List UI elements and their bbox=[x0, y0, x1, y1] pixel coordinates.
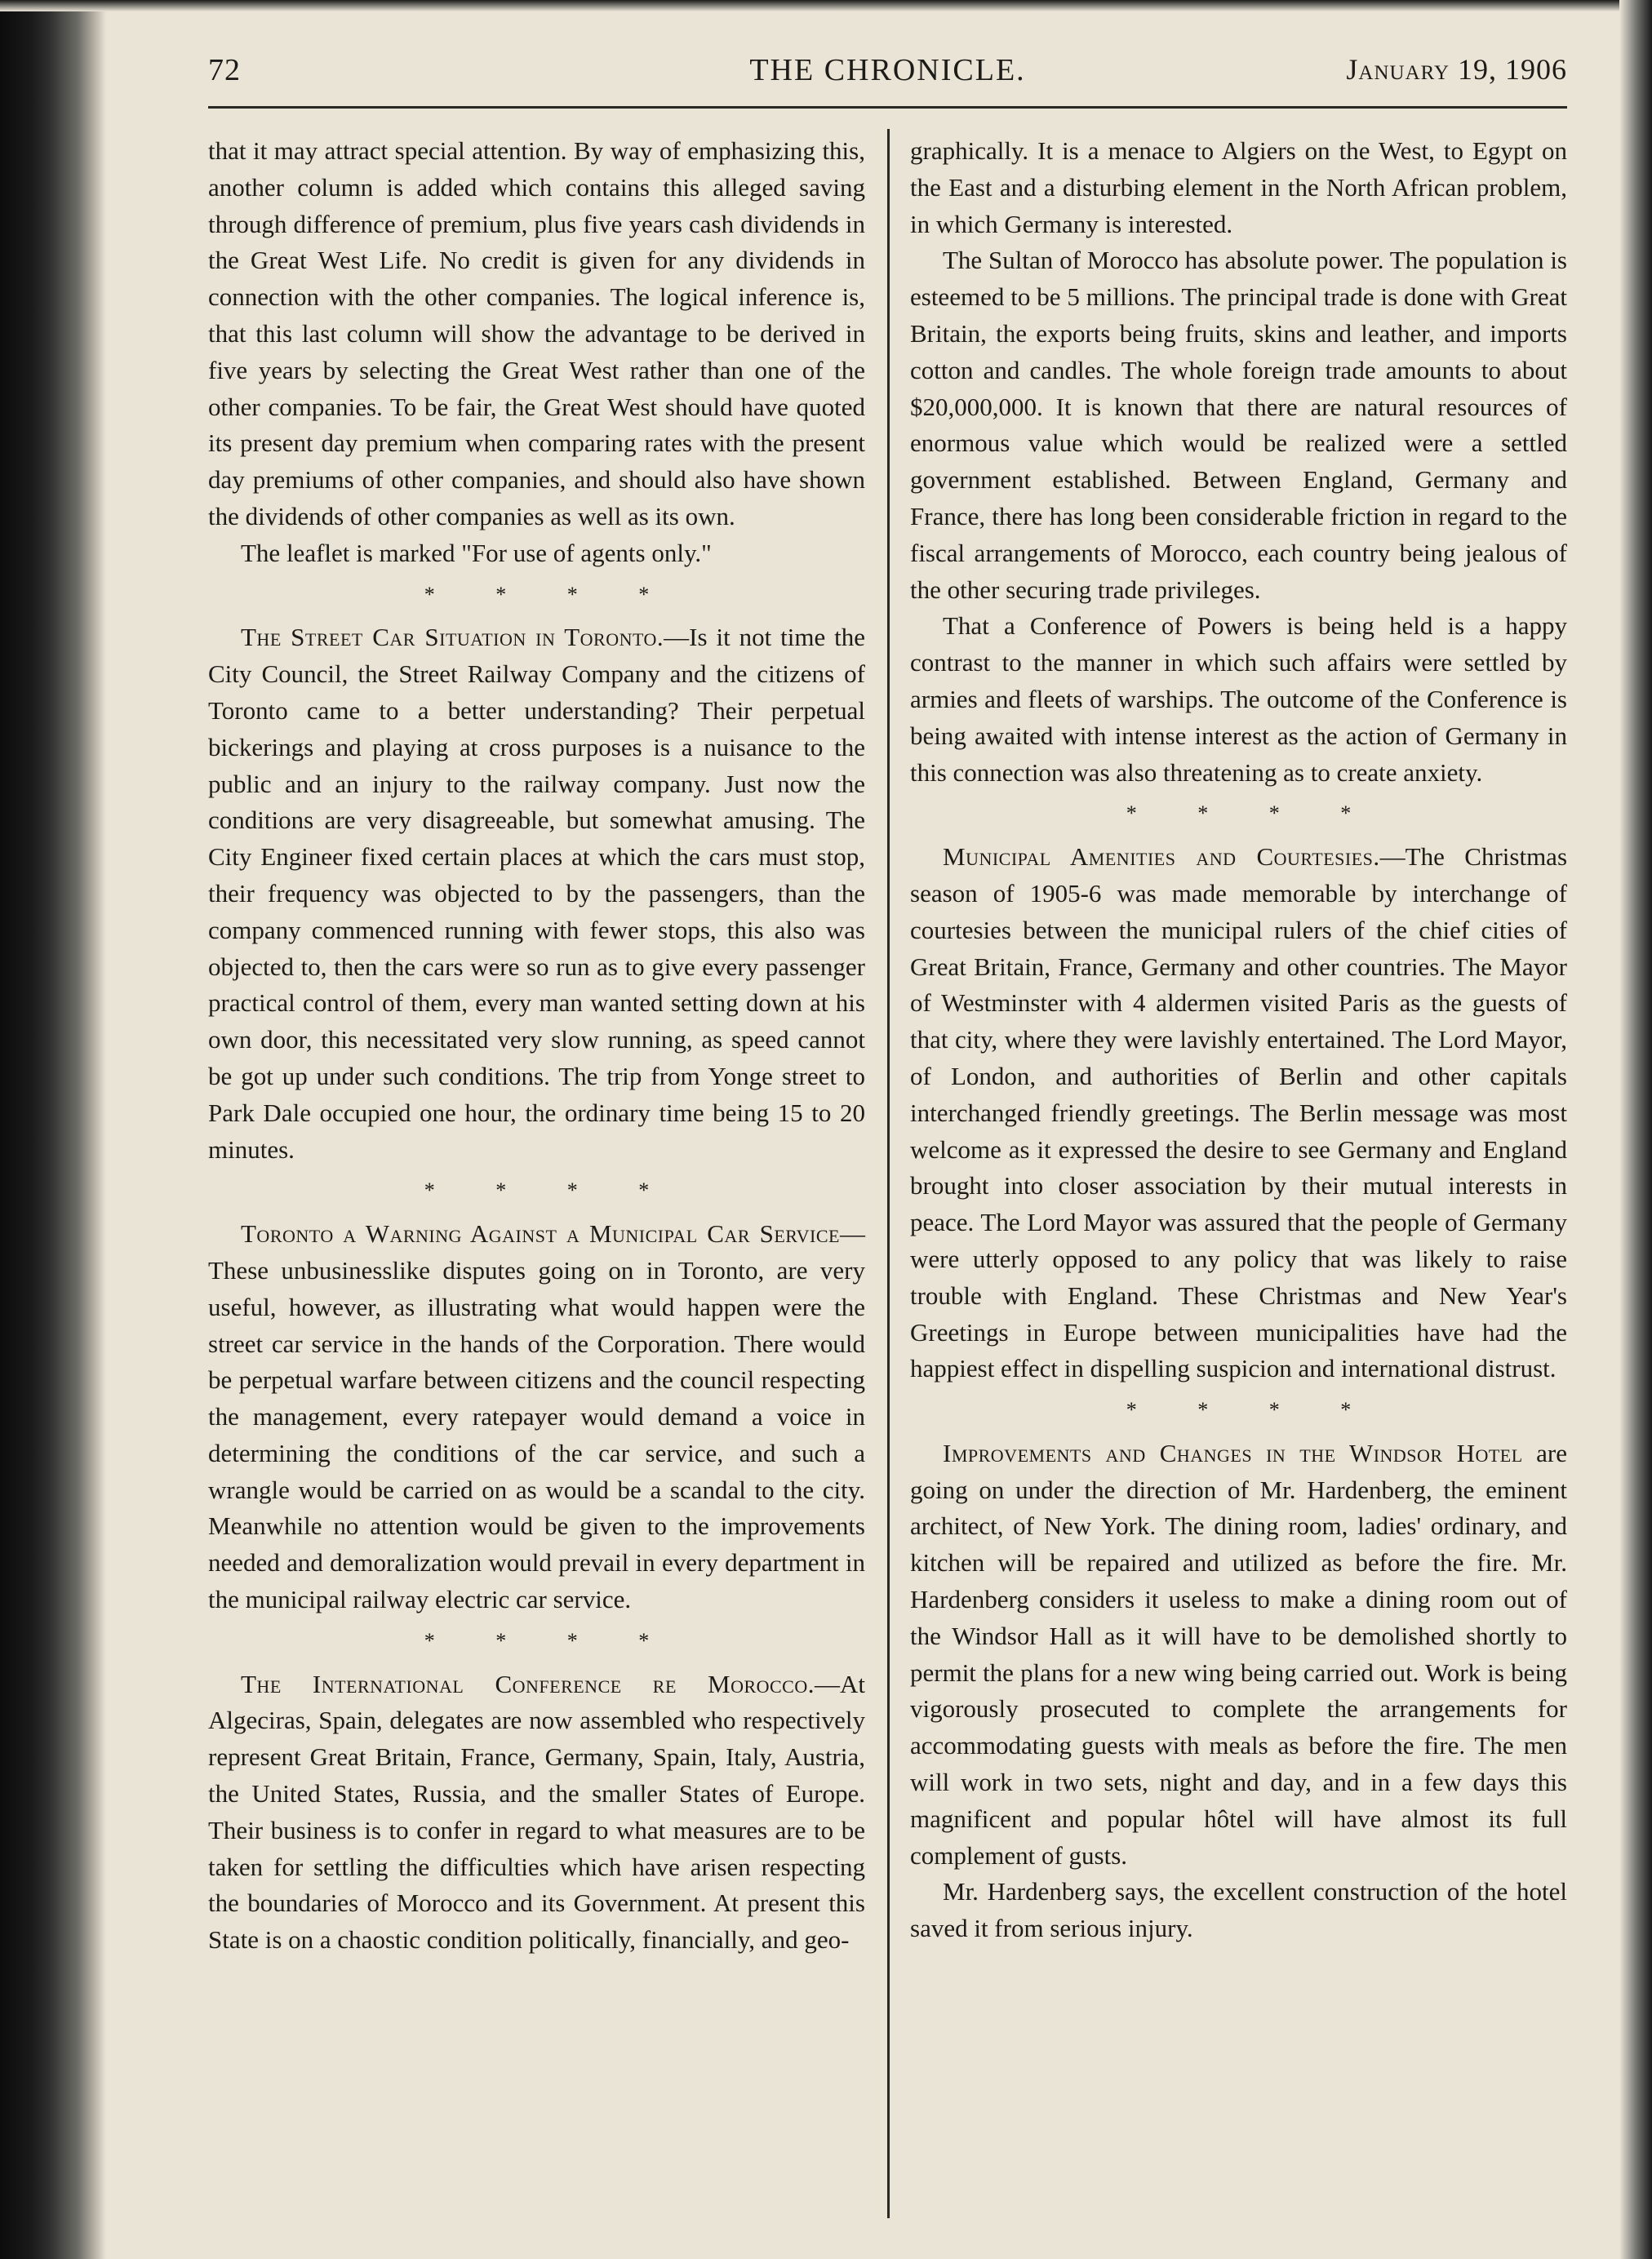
section-separator: * * * * bbox=[424, 1178, 677, 1203]
top-edge-shadow bbox=[0, 0, 1652, 11]
header-rule bbox=[208, 106, 1567, 109]
article-street-car bbox=[208, 619, 865, 1168]
article-heading: The Street Car Situation in Toronto. bbox=[241, 623, 664, 652]
paragraph: That a Conference of Powers is being held is a happy contrast to the manner in which such affairs were settled by armies and fleets of warships. The outcome of the Conference is being awaited with intense interest as the action of Germany in this connection was also threatening as to create anxiety. bbox=[910, 611, 1567, 787]
article-heading: The International Conference re Morocco. bbox=[241, 1669, 815, 1698]
newspaper-page bbox=[208, 47, 1567, 2218]
article-municipal-amenities bbox=[910, 839, 1567, 1387]
journal-title: THE CHRONICLE. bbox=[749, 53, 1026, 87]
left-column bbox=[208, 133, 865, 1959]
book-binding-shadow bbox=[0, 0, 106, 2259]
article-body: —At Algeciras, Spain, delegates are now assembled who respectively represent Great Britain, France, Germany, Spain, Italy, Austria, the United States, Russia, and the smaller States of Europe. Their business is to confer in regard to what measures are to be taken for settling the difficulties which have arisen respecting the boundaries of Morocco and its Government. At present this State is on a chaostic condition politically, financially, and geo- bbox=[208, 1669, 865, 1955]
section-separator: * * * * bbox=[424, 582, 677, 606]
article-windsor-hotel bbox=[910, 1436, 1567, 1875]
article-morocco bbox=[208, 1667, 865, 1959]
paragraph: The leaflet is marked "For use of agents only." bbox=[241, 538, 712, 567]
article-municipal-warning bbox=[208, 1216, 865, 1618]
section-separator: * * * * bbox=[1126, 801, 1379, 826]
paragraph: The Sultan of Morocco has absolute power. The population is esteemed to be 5 millions. The principal trade is done with Great Britain, the exports being fruits, skins and leather, and imports cotton and candles. The whole foreign trade amounts to about $20,000,000. It is known that there are natural resources of enormous value which would be realized were a settled government established. Between England, Germany and France, there has long been considerable friction in regard to the fiscal arrangements of Morocco, each country being jealous of the other securing trade privileges. bbox=[910, 246, 1567, 604]
right-column bbox=[910, 133, 1567, 1947]
paragraph: Mr. Hardenberg says, the excellent construction of the hotel saved it from serious injury. bbox=[910, 1877, 1567, 1943]
article-body: —The Christmas season of 1905-6 was made memorable by interchange of courtesies between the municipal rulers of the chief cities of Great Britain, France, Germany and other countries. The Mayor of Westminster with 4 aldermen visited Paris as the guests of that city, where they were lavishly entertained. The Lord Mayor, of London, and authorities of Berlin and other capitals interchanged friendly greetings. The Berlin message was most welcome as it expressed the desire to see Germany and England brought into closer association by their mutual interests in peace. The Lord Mayor was assured that the people of Germany were utterly opposed to any policy that was likely to raise trouble with England. These Christmas and New Year's Greetings in Europe between municipalities have had the happiest effect in dispelling suspicion and international distrust. bbox=[910, 842, 1568, 1383]
page-header bbox=[208, 47, 1567, 96]
section-separator: * * * * bbox=[424, 1628, 677, 1653]
paragraph: that it may attract special attention. By way of emphasizing this, another column is added which contains this alleged saving through difference of premium, plus five years cash dividends in the Great West Life. No credit is given for any dividends in connection with the other companies. The logical inference is, that this last column will show the advantage to be derived in five years by selecting the Great West rather than one of the other companies. To be fair, the Great West should have quoted its present day premium when comparing rates with the present day premiums of other companies, and should also have shown the dividends of other companies as well as its own. bbox=[208, 136, 865, 530]
issue-date: January 19, 1906 bbox=[1346, 53, 1567, 86]
article-heading: Municipal Amenities and Courtesies. bbox=[943, 842, 1380, 872]
article-heading: Improvements and Changes in the Windsor Hotel bbox=[943, 1438, 1523, 1467]
page-number: 72 bbox=[208, 53, 241, 87]
column-divider bbox=[887, 129, 890, 2218]
article-body: —Is it not time the City Council, the Street Railway Company and the citizens of Toronto came to a better understanding? Their perpetual bickerings and playing at cross purposes is a nuisance to the public and an injury to the railway company. Just now the conditions are very disagreeable, but somewhat amusing. The City Engineer fixed certain places at which the cars must stop, their frequency was objected to by the passengers, than the company commenced running with fewer stops, this also was objected to, then the cars were so run as to give every passenger practical control of them, every man wanted setting down at his own door, this necessitated very slow running, as speed cannot be got up under such conditions. The trip from Yonge street to Park Dale occupied one hour, the ordinary time being 15 to 20 minutes. bbox=[208, 623, 865, 1164]
paragraph: graphically. It is a menace to Algiers on the West, to Egypt on the East and a disturbing element in the North African problem, in which Germany is interested. bbox=[910, 136, 1567, 238]
article-heading: Toronto a Warning Against a Municipal Car Service bbox=[241, 1219, 840, 1249]
article-body: are going on under the direction of Mr. Hardenberg, the eminent architect, of New York. The dining room, ladies' ordinary, and kitchen will be repaired and utilized as before the fire. Mr. Hardenberg considers it useless to make a dining room out of the Windsor Hall as it will have to be demolished shortly to permit the plans for a new wing being carried out. Work is being vigorously prosecuted to complete the arrangements for accommodating guests with meals as before the fire. The men will work in two sets, night and day, and in a few days this magnificent and popular hôtel will have almost its full complement of gusts. bbox=[910, 1438, 1567, 1870]
right-edge-shadow bbox=[1619, 0, 1652, 2259]
article-body: —These unbusinesslike disputes going on in Toronto, are very useful, however, as illustrating what would happen were the street car service in the hands of the Corporation. There would be perpetual warfare between citizens and the council respecting the management, every ratepayer would demand a voice in determining the conditions of the car service, and such a wrangle would be carried on as would be a scandal to the city. Meanwhile no attention would be given to the improvements needed and demoralization would prevail in every department in the municipal railway electric car service. bbox=[208, 1219, 865, 1614]
section-separator: * * * * bbox=[1126, 1398, 1379, 1422]
